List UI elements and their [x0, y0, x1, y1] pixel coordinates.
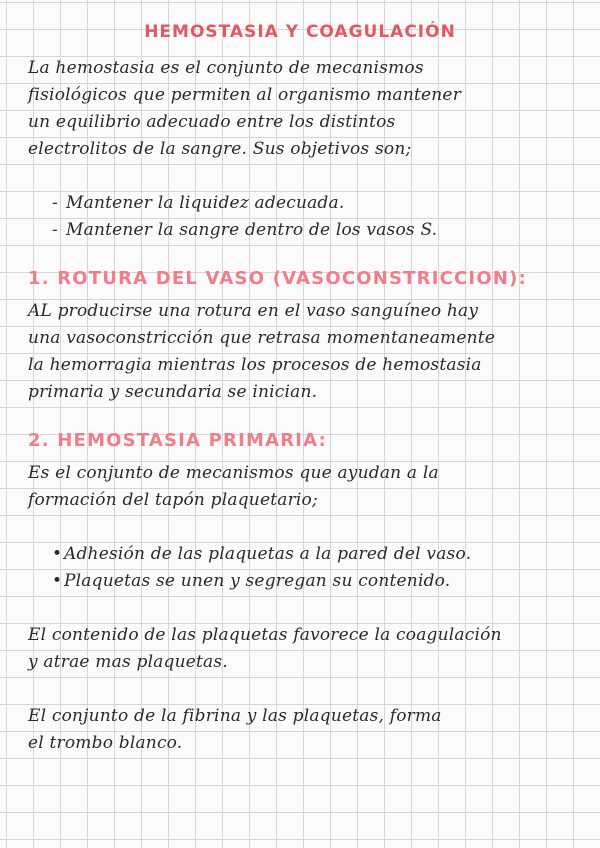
- section1-line: AL producirse una rotura en el vaso sanguíneo hay: [28, 301, 479, 321]
- section-heading-hemostasia-primaria: 2. HEMOSTASIA PRIMARIA:: [28, 430, 328, 451]
- paragraph-line: y atrae mas plaquetas.: [28, 652, 228, 672]
- section1-line: la hemorragia mientras los procesos de hemostasia: [28, 355, 482, 375]
- paragraph-line: El contenido de las plaquetas favorece la coagulación: [28, 625, 502, 645]
- section-heading-rotura: 1. ROTURA DEL VASO (VASOCONSTRICCION):: [28, 268, 527, 289]
- section1-line: primaria y secundaria se inician.: [28, 382, 318, 402]
- paragraph-line: El conjunto de la fibrina y las plaquetas, forma: [28, 706, 442, 726]
- objective-item: - Mantener la liquidez adecuada.: [52, 192, 344, 214]
- bullet-item: • Adhesión de las plaquetas a la pared del vaso.: [52, 543, 471, 565]
- section2-line: formación del tapón plaquetario;: [28, 490, 318, 510]
- objective-item: - Mantener la sangre dentro de los vasos S.: [52, 219, 437, 241]
- bullet-item: • Plaquetas se unen y segregan su contenido.: [52, 570, 450, 592]
- intro-line: electrolitos de la sangre. Sus objetivos son;: [28, 139, 412, 159]
- page-title: HEMOSTASIA Y COAGULACIÓN: [144, 22, 456, 42]
- paragraph-line: el trombo blanco.: [28, 733, 183, 753]
- intro-line: fisiológicos que permiten al organismo mantener: [28, 85, 462, 105]
- section1-line: una vasoconstricción que retrasa momentaneamente: [28, 328, 496, 348]
- intro-line: La hemostasia es el conjunto de mecanismos: [28, 58, 424, 78]
- section2-line: Es el conjunto de mecanismos que ayudan a la: [28, 463, 439, 483]
- intro-line: un equilibrio adecuado entre los distintos: [28, 112, 396, 132]
